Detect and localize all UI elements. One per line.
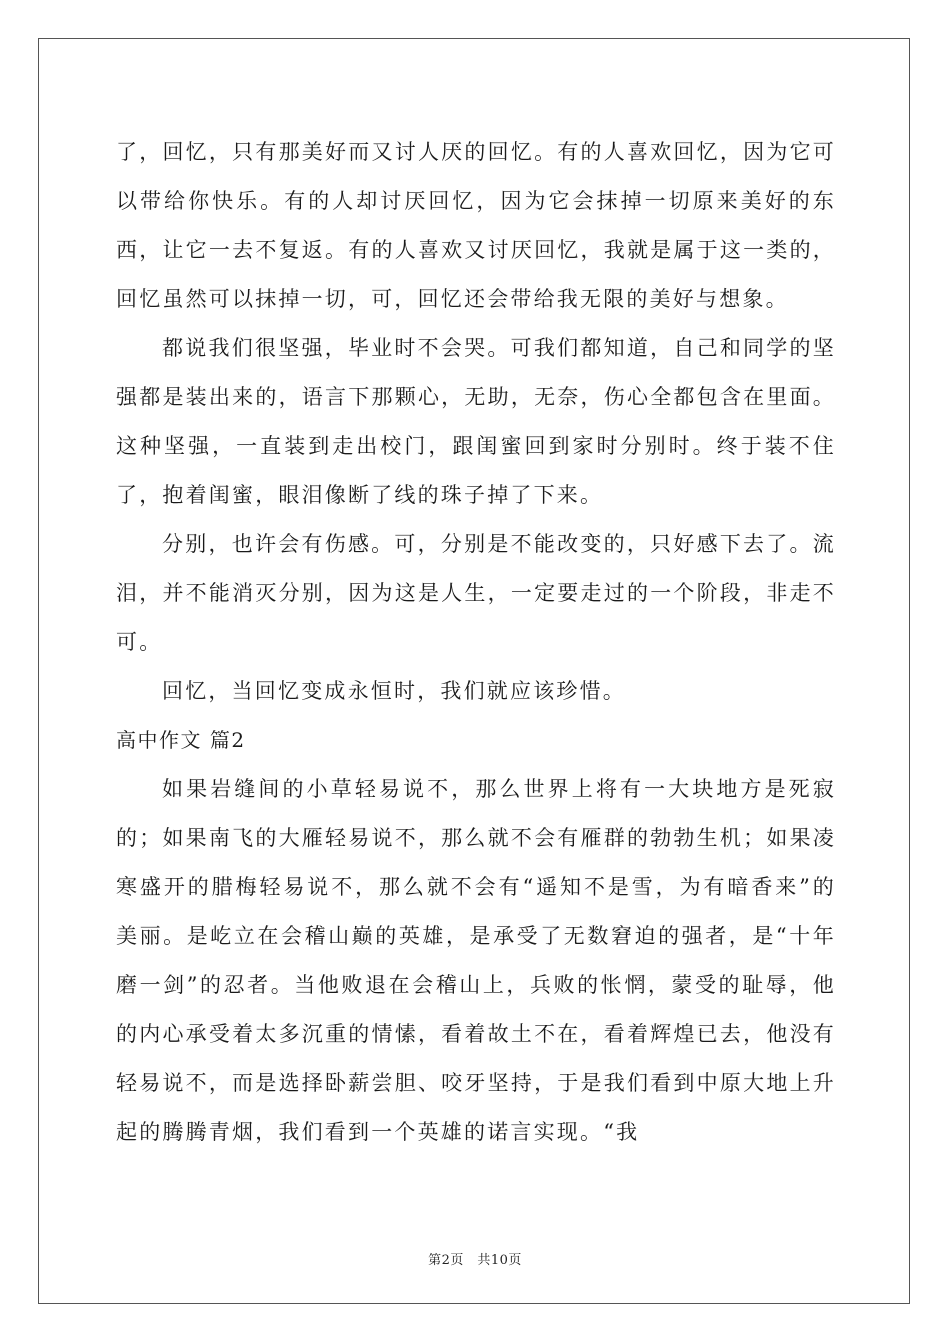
paragraph-1: 了，回忆，只有那美好而又讨人厌的回忆。有的人喜欢回忆，因为它可以带给你快乐。有的人却讨厌回忆，因为它会抹掉一切原来美好的东西，让它一去不复返。有的人喜欢又讨厌回忆，我就是属于这一类的，回忆虽然可以抹掉一切，可，回忆还会带给我无限的美好与想象。: [116, 140, 836, 311]
paragraph-3: 分别，也许会有伤感。可，分别是不能改变的，只好感下去了。流泪，并不能消灭分别，因为这是人生，一定要走过的一个阶段，非走不可。: [116, 532, 836, 654]
section-heading: 高中作文 篇2: [116, 728, 246, 752]
paragraph-2: 都说我们很坚强，毕业时不会哭。可我们都知道，自己和同学的坚强都是装出来的，语言下那颗心，无助，无奈，伤心全都包含在里面。这种坚强，一直装到走出校门，跟闺蜜回到家时分别时。终于装不住了，抱着闺蜜，眼泪像断了线的珠子掉了下来。: [116, 336, 836, 507]
section-paragraph-1: 如果岩缝间的小草轻易说不，那么世界上将有一大块地方是死寂的；如果南飞的大雁轻易说不，那么就不会有雁群的勃勃生机；如果凌寒盛开的腊梅轻易说不，那么就不会有“遥知不是雪，为有暗香来”的美丽。是屹立在会稽山巅的英雄，是承受了无数窘迫的强者，是“十年磨一剑”的忍者。当他败退在会稽山上，兵败的怅惘，蒙受的耻辱，他的内心承受着太多沉重的情愫，看着故土不在，看着辉煌已去，他没有轻易说不，而是选择卧薪尝胆、咬牙坚持，于是我们看到中原大地上升起的腾腾青烟，我们看到一个英雄的诺言实现。“我: [116, 777, 836, 1144]
document-body: [116, 128, 836, 1157]
paragraph-4: 回忆，当回忆变成永恒时，我们就应该珍惜。: [162, 679, 626, 703]
page-number-footer: 第2页 共10页: [428, 1253, 522, 1268]
